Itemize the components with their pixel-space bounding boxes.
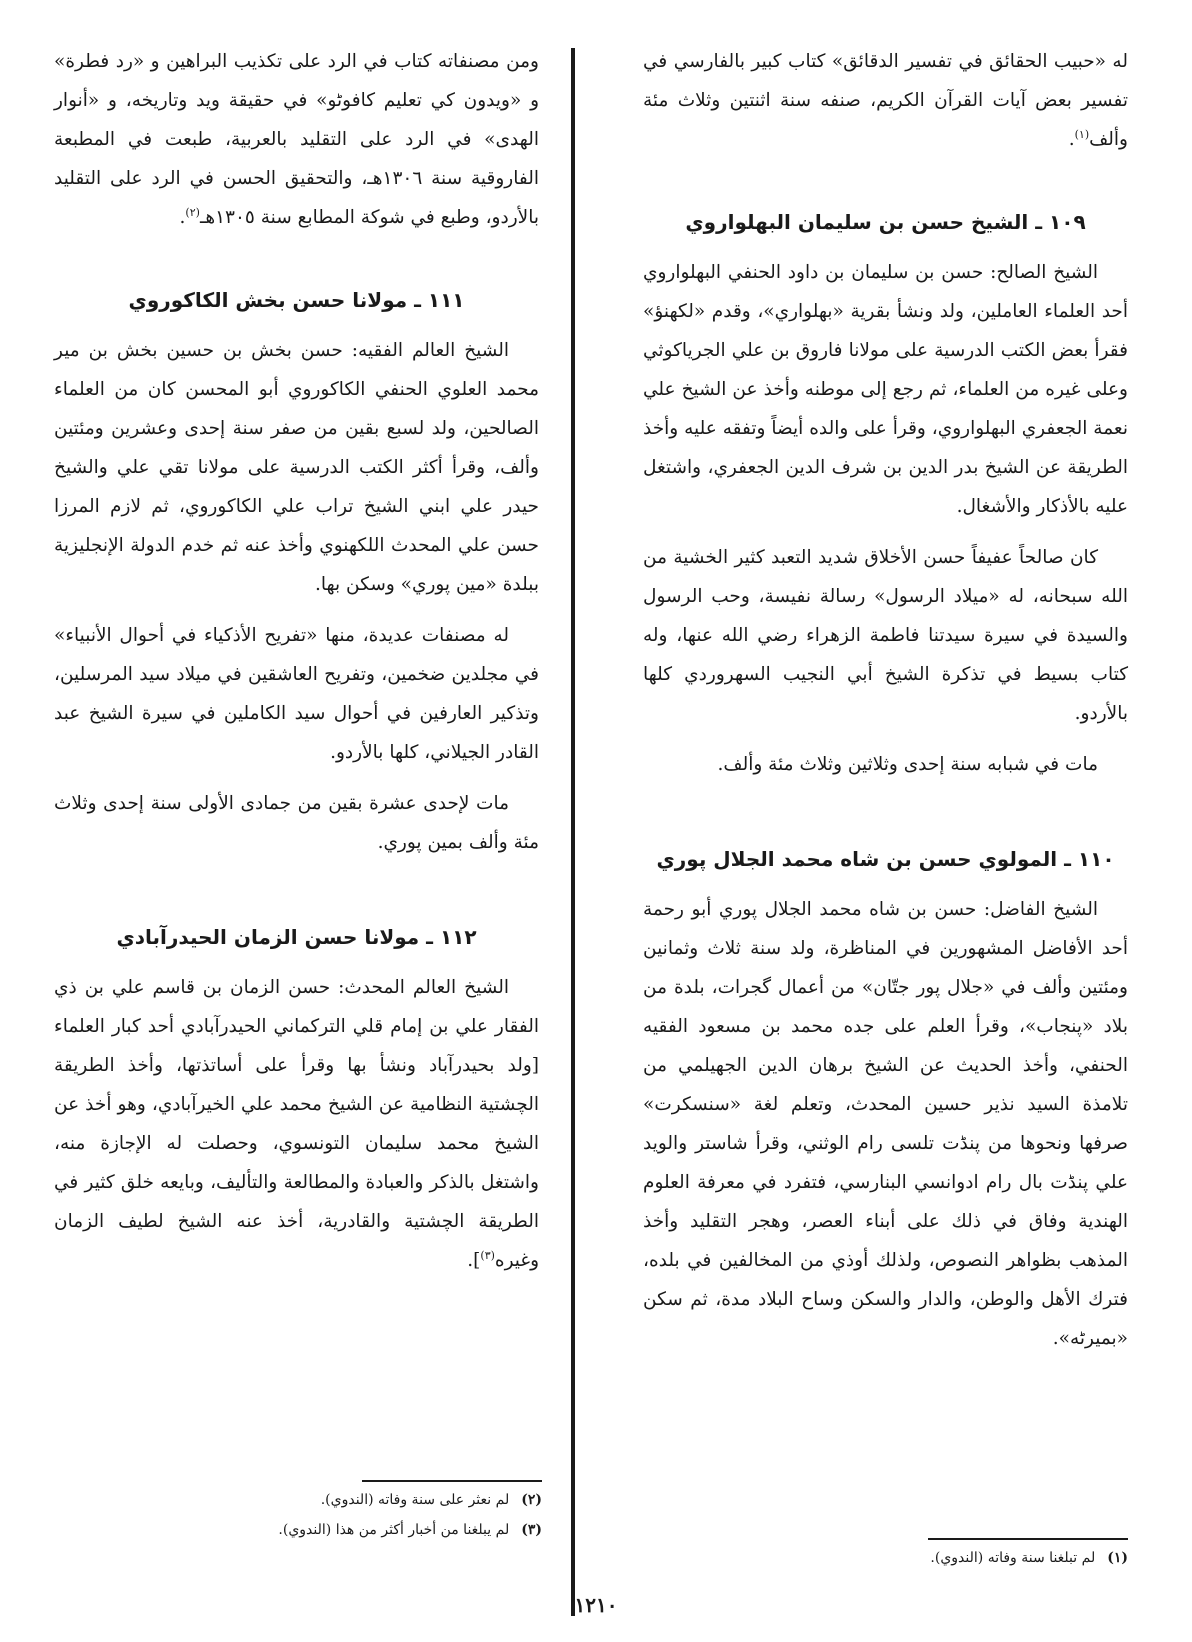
footnote-ref-2: (٢) (185, 205, 200, 219)
entry-110-title: ١١٠ ـ المولوي حسن بن شاه محمد الجلال پوري (656, 847, 1115, 871)
footnote-ref-1: (١) (1074, 127, 1090, 141)
left-column (54, 42, 539, 1280)
right-intro-end: . (1068, 129, 1075, 150)
footnote-2-number: (٢) (521, 1492, 542, 1508)
entry-109-para-2: كان صالحاً عفيفاً حسن الأخلاق شديد التعبد كثير الخشية من الله سبحانه، له «ميلاد الرسول» رسالة نفيسة، وحب الرسول والسيدة في سيرة سيدتنا فاطمة الزهراء رضي الله عنها، وله كتاب بسيط في تذكرة الشيخ أبي النجيب السهروردي كلها بالأردو. (643, 547, 1128, 724)
footnote-3-text: لم يبلغنا من أخبار أكثر من هذا (الندوي). (278, 1522, 510, 1538)
entry-109-para-1: الشيخ الصالح: حسن بن سليمان بن داود الحنفي البهلواروي أحد العلماء العاملين، ولد ونشأ بقرية «بهلواري»، وقدم «لكهنؤ» فقرأ بعض الكتب الدرسية على مولانا فاروق بن علي الجرياكوثي وعلى غيره من العلماء، ثم رجع إلى موطنه وأخذ عن الشيخ علي نعمة الجعفري البهلواروي، وقرأ على والده أيضاً وتفقه عليه وأخذ الطريقة عن الشيخ بدر الدين بن شرف الدين الجعفري، واشتغل عليه بالأذكار والأشغال. (643, 262, 1128, 517)
entry-112-end: ]. (467, 1250, 481, 1271)
left-footnotes (57, 1485, 542, 1545)
footnote-2-text: لم نعثر على سنة وفاته (الندوي). (320, 1492, 510, 1508)
right-footnotes (643, 1543, 1128, 1573)
left-intro-text: ومن مصنفاته كتاب في الرد على تكذيب البراهين و «رد فطرة» و «ويدون كي تعليم كافوٹو» في حقيقة ويد وتاريخه، و «أنوار الهدى» في الرد على التقليد بالعربية، طبعت في المطبعة الفاروقية سنة ١٣٠٦هـ، والتحقيق الحسن في الرد على التقليد بالأردو، وطبع في شوكة المطابع سنة ١٣٠٥هـ (54, 51, 540, 228)
entry-112-para-1 (54, 968, 539, 1280)
footnote-1 (643, 1543, 1128, 1573)
footnote-2 (57, 1485, 542, 1515)
entry-111-para-2: له مصنفات عديدة، منها «تفريح الأذكياء في أحوال الأنبياء» في مجلدين ضخمين، وتفريح العاشقين في ميلاد سيد المرسلين، وتذكير العارفين في أحوال سيد الكاملين في سيرة الشيخ عبد القادر الجيلاني، كلها بالأردو. (54, 625, 539, 763)
footnote-3 (57, 1515, 542, 1545)
left-footnote-rule (362, 1480, 542, 1482)
right-intro-paragraph (643, 42, 1128, 159)
left-intro-paragraph (54, 42, 539, 237)
entry-111-para-1: الشيخ العالم الفقيه: حسن بخش بن حسين بخش بن مير محمد العلوي الحنفي الكاكوروي أبو المحسن كان من العلماء الصالحين، ولد لسبع بقين من صفر سنة إحدى وعشرين ومئتين وألف، وقرأ أكثر الكتب الدرسية على مولانا تقي علي والشيخ حيدر علي ابني الشيخ تراب علي الكاكوروي، ثم لازم المرزا حسن علي المحدث اللكهنوي وأخذ عنه ثم خدم الدولة الإنجليزية ببلدة «مين پوري» وسكن بها. (54, 340, 539, 595)
entry-112-text: الشيخ العالم المحدث: حسن الزمان بن قاسم علي بن ذي الفقار علي بن إمام قلي التركماني الحيدرآبادي أحد كبار العلماء [ولد بحيدرآباد ونشأ بها وقرأ على أساتذتها، وأخذ الطريقة الچشتية النظامية عن الشيخ محمد علي الخيرآبادي، وهو أخذ عن الشيخ محمد سليمان التونسوي، وحصلت له الإجازة منه، واشتغل بالذكر والعبادة والمطالعة والتأليف، وبايعه خلق كثير في الطريقة الچشتية والقادرية، أخذ عنه الشيخ لطيف الزمان وغيره (54, 977, 539, 1271)
footnote-1-text: لم تبلغنا سنة وفاته (الندوي). (930, 1550, 1096, 1566)
entry-111-para-3: مات لإحدى عشرة بقين من جمادى الأولى سنة إحدى وثلاث مئة وألف بمين پوري. (54, 793, 539, 853)
entry-109-title: ١٠٩ ـ الشيخ حسن بن سليمان البهلواروي (685, 210, 1086, 234)
right-column (643, 42, 1128, 1358)
column-divider (571, 48, 575, 1616)
footnote-ref-3: (٣) (480, 1248, 495, 1262)
footnote-3-number: (٣) (521, 1522, 542, 1538)
right-footnote-rule (928, 1538, 1128, 1540)
entry-111-title: ١١١ ـ مولانا حسن بخش الكاكوروي (128, 288, 465, 312)
footnote-1-number: (١) (1107, 1550, 1128, 1566)
entry-112-title: ١١٢ ـ مولانا حسن الزمان الحيدرآبادي (116, 925, 477, 949)
entry-109-para-3: مات في شبابه سنة إحدى وثلاثين وثلاث مئة وألف. (717, 754, 1098, 775)
right-intro-text: له «حبيب الحقائق في تفسير الدقائق» كتاب كبير بالفارسي في تفسير بعض آيات القرآن الكريم، صنفه سنة اثنتين وثلاث مئة وألف (643, 51, 1128, 150)
left-intro-end: . (179, 207, 186, 228)
page-number: ١٢١٠ (574, 1593, 618, 1617)
entry-110-para-1: الشيخ الفاضل: حسن بن شاه محمد الجلال پوري أبو رحمة أحد الأفاضل المشهورين في المناظرة، ولد سنة ثلاث وثمانين ومئتين وألف في «جلال پور جتّان» من أعمال گجرات، بلدة من بلاد «پنجاب»، وقرأ العلم على جده محمد بن مسعود الفقيه الحنفي، وأخذ الحديث عن الشيخ برهان الدين الجهيلمي من تلامذة السيد نذير حسين المحدث، وتعلم لغة «سنسكرت» صرفها ونحوها من پنڈت تلسى رام الوثني، وقرأ شاستر والويد علي پنڈت بال رام ادوانسي البنارسي، فتفرد في معرفة العلوم الهندية وفاق في ذلك على أبناء العصر، وهجر التقليد وأخذ المذهب بظواهر النصوص، ولذلك أوذي من المخالفين في بلده، فترك الأهل والوطن، والدار والسكن وساح البلاد مدة، ثم سكن «بميرٹه». (643, 899, 1128, 1349)
